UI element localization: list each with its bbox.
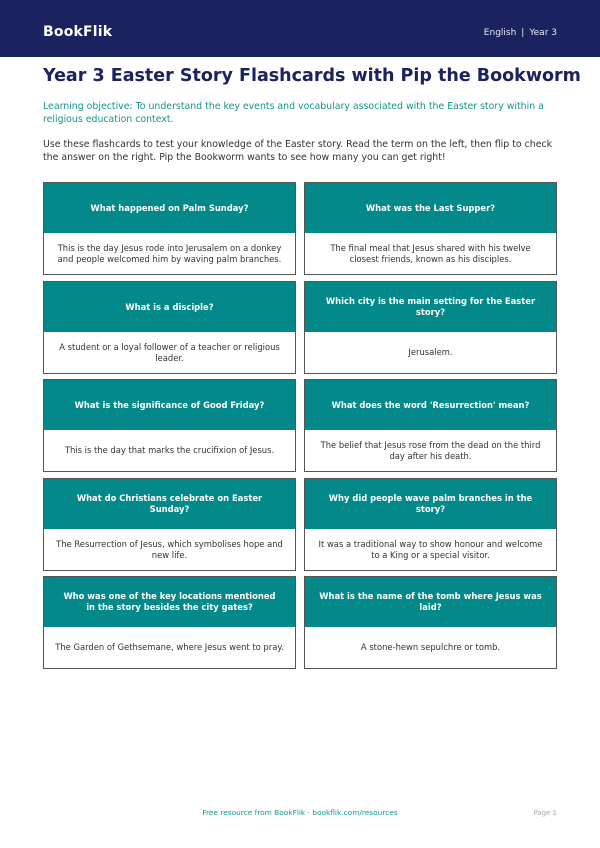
subject-label: English: [483, 28, 517, 38]
flashcard-answer: It was a traditional way to show honour and welcome to a King or a special visitor.: [318, 538, 543, 560]
flashcard-question: What was the Last Supper?: [305, 183, 556, 233]
flashcard[interactable]: [304, 281, 557, 374]
flashcard-answer: A stone-hewn sepulchre or tomb.: [360, 642, 501, 652]
flashcard[interactable]: [304, 478, 557, 571]
year-label: Year 3: [529, 28, 557, 38]
footer-link[interactable]: Free resource from BookFlik · bookflik.com/resources: [202, 808, 398, 817]
page-title: Year 3 Easter Story Flashcards with Pip the Bookworm: [43, 66, 581, 86]
flashcard-question: What is the name of the tomb where Jesus was laid?: [305, 577, 556, 627]
flashcard-answer: The belief that Jesus rose from the dead on the third day after his death.: [320, 439, 541, 461]
flashcard-question: What is a disciple?: [44, 282, 295, 332]
flashcard-question: Who was one of the key locations mentioned in the story besides the city gates?: [44, 577, 295, 627]
flashcard-question: What do Christians celebrate on Easter Sunday?: [44, 479, 295, 529]
page-number: Page 1: [533, 809, 557, 817]
separator: |: [521, 28, 525, 38]
flashcard[interactable]: [304, 379, 557, 472]
flashcard-answer: The final meal that Jesus shared with his twelve closest friends, known as his disciples.: [330, 242, 531, 264]
flashcard-answer: Jerusalem.: [408, 347, 453, 357]
flashcard-question: What happened on Palm Sunday?: [44, 183, 295, 233]
flashcard-answer: A student or a loyal follower of a teacher or religious leader.: [59, 341, 280, 363]
top-bar: [0, 0, 600, 57]
flashcard-answer: This is the day that marks the crucifixion of Jesus.: [64, 445, 275, 455]
flashcard[interactable]: [304, 182, 557, 275]
flashcard-question: Which city is the main setting for the Easter story?: [305, 282, 556, 332]
flashcard-answer: The Resurrection of Jesus, which symbolises hope and new life.: [56, 538, 283, 560]
flashcard[interactable]: [304, 576, 557, 669]
intro-text: Use these flashcards to test your knowledge of the Easter story. Read the term on the left, then flip to check the answer on the right. Pip the Bookworm wants to see how many you can get right!: [43, 139, 553, 163]
flashcard[interactable]: [43, 576, 296, 669]
flashcard[interactable]: [43, 379, 296, 472]
flashcard[interactable]: [43, 281, 296, 374]
flashcard-question: What is the significance of Good Friday?: [44, 380, 295, 430]
header-meta: [484, 28, 557, 38]
flashcard-answer: The Garden of Gethsemane, where Jesus went to pray.: [55, 642, 284, 652]
flashcard-question: What does the word 'Resurrection' mean?: [305, 380, 556, 430]
learning-objective: Learning objective: To understand the key events and vocabulary associated with the Easter story within a religious education context.: [43, 101, 544, 125]
flashcard-answer: This is the day Jesus rode into Jerusalem on a donkey and people welcomed him by waving palm branches.: [57, 242, 282, 264]
flashcard-question: Why did people wave palm branches in the story?: [305, 479, 556, 529]
flashcard[interactable]: [43, 478, 296, 571]
flashcard[interactable]: [43, 182, 296, 275]
brand-logo[interactable]: BookFlik: [43, 24, 113, 40]
